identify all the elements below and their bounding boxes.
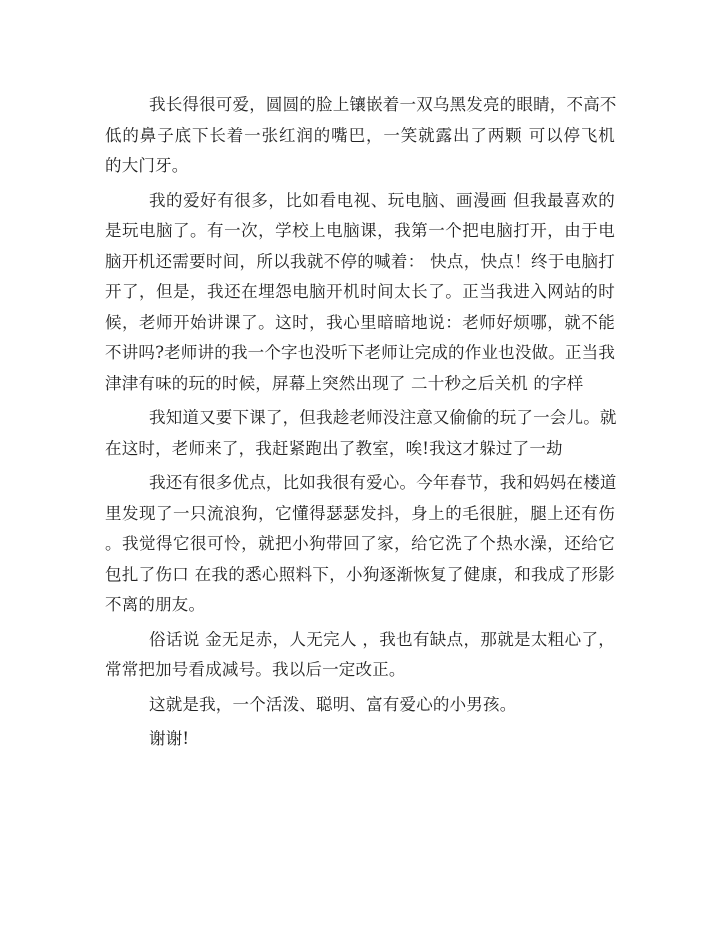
paragraph-line: 这就是我，一个活泼、聪明、富有爱心的小男孩。 <box>149 694 517 714</box>
paragraph-thanks <box>105 724 615 755</box>
paragraph-class-end <box>105 403 615 464</box>
paragraph-line: 。我觉得它很可怜，就把小狗带回了家，给它洗了个热水澡，还给它 <box>105 534 615 553</box>
essay-body <box>105 90 615 755</box>
paragraph-line: 不讲吗?老师讲的我一个字也没听下老师让完成的作业也没做。正当我 <box>105 343 616 362</box>
paragraph-appearance <box>105 90 615 182</box>
paragraph-shortcoming <box>105 625 615 686</box>
paragraph-line: 我的爱好有很多，比如看电视、玩电脑、画漫画 但我最喜欢的 <box>149 190 615 210</box>
paragraph-line: 低的鼻子底下长着一张红润的嘴巴，一笑就露出了两颗 可以停飞机 <box>105 125 615 145</box>
paragraph-line: 我还有很多优点，比如我很有爱心。今年春节，我和妈妈在楼道 <box>149 473 617 492</box>
paragraph-stray-dog <box>105 468 615 621</box>
paragraph-line: 是玩电脑了。有一次，学校上电脑课，我第一个把电脑打开，由于电 <box>105 221 615 240</box>
paragraph-line: 候，老师开始讲课了。这时，我心里暗暗地说：老师好烦哪，就不能 <box>105 312 615 332</box>
paragraph-line: 不离的朋友。 <box>105 595 206 614</box>
paragraph-line: 津津有味的玩的时候，屏幕上突然出现了 二十秒之后关机 的字样 <box>105 373 584 393</box>
paragraph-line: 我知道又要下课了，但我趁老师没注意又偷偷的玩了一会儿。就 <box>149 408 617 427</box>
paragraph-summary <box>105 690 615 721</box>
paragraph-line: 谢谢! <box>149 729 190 748</box>
paragraph-line: 的大门牙。 <box>105 156 189 175</box>
paragraph-line: 脑开机还需要时间，所以我就不停的喊着： 快点，快点！终于电脑打 <box>105 251 615 271</box>
paragraph-line: 我长得很可爱，圆圆的脸上镶嵌着一双乌黑发亮的眼睛，不高不 <box>149 95 617 114</box>
paragraph-line: 包扎了伤口 在我的悉心照料下，小狗逐渐恢复了健康，和我成了形影 <box>105 564 615 584</box>
paragraph-line: 在这时，老师来了，我赶紧跑出了教室，唉!我这才躲过了一劫 <box>105 438 563 458</box>
paragraph-line: 里发现了一只流浪狗，它懂得瑟瑟发抖，身上的毛很脏，腿上还有伤 <box>105 503 615 523</box>
paragraph-line: 俗话说 金无足赤，人无完人 ，我也有缺点，那就是太粗心了， <box>149 629 615 649</box>
paragraph-hobbies <box>105 186 615 400</box>
paragraph-line: 开了，但是，我还在埋怨电脑开机时间太长了。正当我进入网站的时 <box>105 282 615 301</box>
paragraph-line: 常常把加号看成减号。我以后一定改正。 <box>105 660 406 679</box>
